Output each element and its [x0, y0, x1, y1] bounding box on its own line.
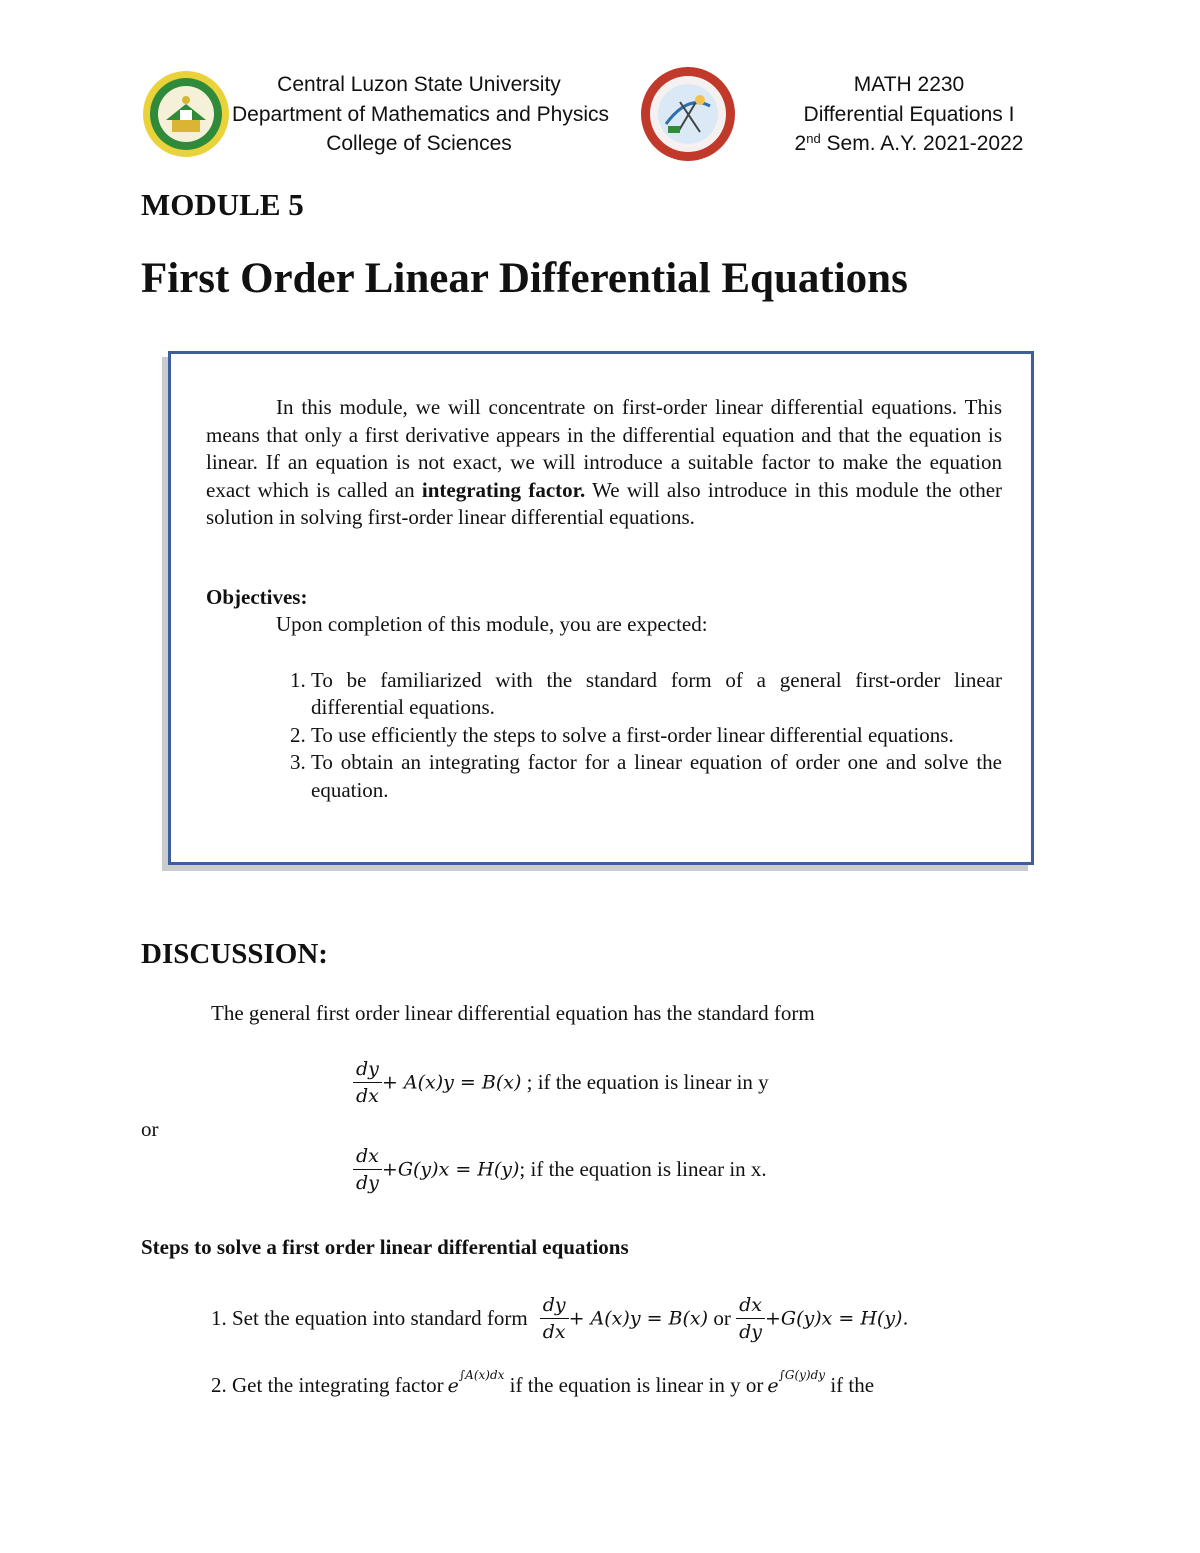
institution-header: [232, 70, 609, 159]
objectives-title: Objectives:: [206, 584, 308, 609]
exponential-factor: $e^{\int G(y)dy}$: [767, 1368, 826, 1397]
department-logo: [640, 66, 736, 162]
step-1: 1. Set the equation into standard form $\frac{dy}{dx}$ + A(x)y = B(x) or $\frac{dx}{dy}$ +G(y)x = H(y).: [211, 1294, 909, 1343]
objective-item: 3. To obtain an integrating factor for a linear equation of order one and solve the equation.: [311, 749, 1002, 804]
or-label: or: [141, 1117, 159, 1141]
university-seal-icon: [142, 70, 230, 158]
course-code: MATH 2230: [853, 73, 965, 96]
course-title: Differential Equations I: [803, 102, 1015, 126]
department-seal-icon: [640, 66, 736, 162]
objectives-intro: Upon completion of this module, you are expected:: [276, 612, 708, 636]
objective-item: 2. To use efficiently the steps to solve a first-order linear differential equations.: [311, 722, 1002, 750]
intro-paragraph: In this module, we will concentrate on first-order linear differential equations. This means that only a first derivative appears in the differential equation and that the equation is linear. If an equation is not exact, we will introduce a suitable factor to make the equation exact which is called an integrating factor. We will also introduce in this module the other solution in solving first-order linear differential equations.: [206, 395, 1003, 529]
college-name: College of Sciences: [326, 132, 512, 155]
derivative-fraction: $\frac{dy}{dx}$: [353, 1056, 382, 1109]
exponential-factor: $e^{\int A(x)dx}$: [447, 1368, 505, 1397]
derivative-fraction: $\frac{dx}{dy}$: [736, 1292, 765, 1345]
course-header: [780, 70, 1038, 159]
equation-linear-in-y: $\frac{dy}{dx}$ + A(x)y = B(x) ; if the equation is linear in y: [353, 1056, 769, 1109]
intro-box: [168, 351, 1034, 865]
objectives-list: [206, 667, 1002, 805]
discussion-intro: The general first order linear differential equation has the standard form: [211, 1001, 815, 1025]
university-logo: [142, 70, 230, 158]
department-name: Department of Mathematics and Physics: [232, 102, 609, 126]
discussion-heading: DISCUSSION:: [141, 938, 328, 970]
derivative-fraction: $\frac{dy}{dx}$: [540, 1292, 569, 1345]
semester: 2nd Sem. A.Y. 2021-2022: [794, 130, 1024, 155]
university-name: Central Luzon State University: [277, 73, 561, 96]
objective-item: 1. To be familiarized with the standard form of a general first-order linear differential equations.: [311, 667, 1002, 722]
derivative-fraction: $\frac{dx}{dy}$: [353, 1143, 382, 1196]
page-title: First Order Linear Differential Equations: [141, 255, 908, 302]
step-2: 2. Get the integrating factor $e^{\int A(x)dx}$ if the equation is linear in y or $e^{\int G(y)dy}$ if the: [211, 1368, 875, 1397]
steps-heading: Steps to solve a first order linear differential equations: [141, 1235, 629, 1259]
module-label: MODULE 5: [141, 187, 304, 222]
equation-linear-in-x: $\frac{dx}{dy}$ +G(y)x = H(y); if the equation is linear in x.: [353, 1143, 767, 1196]
